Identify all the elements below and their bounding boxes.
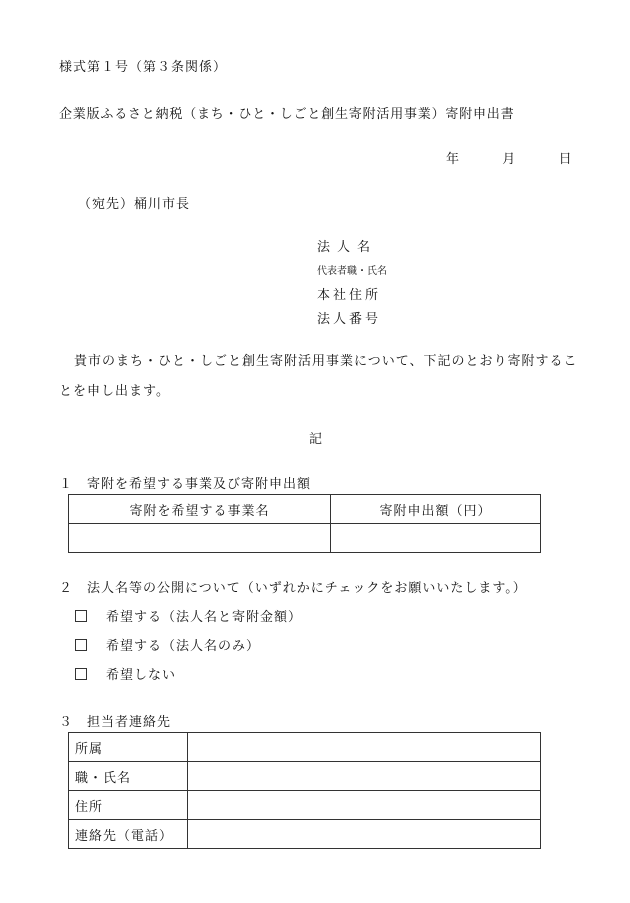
document-title: 企業版ふるさと納税（まち・ひと・しごと創生寄附活用事業）寄附申出書: [59, 107, 515, 122]
corp-number-label: 法人番号: [317, 312, 382, 327]
ki-heading: 記: [309, 432, 324, 447]
title-name-label: 職・氏名: [69, 762, 188, 791]
option-label: 希望する（法人名のみ）: [106, 639, 261, 654]
project-name-header: 寄附を希望する事業名: [69, 495, 331, 524]
section2-heading: ２ 法人名等の公開について（いずれかにチェックをお願いいたします。）: [59, 581, 527, 596]
option-label: 希望しない: [106, 668, 177, 683]
amount-cell[interactable]: [331, 524, 541, 553]
contact-table: [68, 732, 541, 849]
addressee: （宛先）桶川市長: [78, 197, 191, 212]
table-row: [69, 524, 541, 553]
table-row: [69, 791, 541, 820]
date-day: 日: [558, 152, 573, 167]
checkbox-icon[interactable]: [75, 610, 87, 622]
department-label: 所属: [69, 733, 188, 762]
table-row: [69, 762, 541, 791]
phone-cell[interactable]: [188, 820, 541, 849]
phone-label: 連絡先（電話）: [69, 820, 188, 849]
donation-table: [68, 494, 541, 553]
option-no-disclosure: [75, 664, 176, 683]
checkbox-icon[interactable]: [75, 668, 87, 680]
applicant-block: [317, 236, 387, 332]
corp-name-label: 法人名: [317, 240, 378, 255]
address-label: 本社住所: [317, 288, 382, 303]
date-line: [446, 148, 573, 167]
section3-heading: ３ 担当者連絡先: [59, 715, 172, 730]
amount-header: 寄附申出額（円）: [331, 495, 541, 524]
address-cell[interactable]: [188, 791, 541, 820]
date-month: 月: [502, 152, 517, 167]
table-row: [69, 733, 541, 762]
project-name-cell[interactable]: [69, 524, 331, 553]
title-name-cell[interactable]: [188, 762, 541, 791]
representative-label: 代表者職・氏名: [317, 266, 387, 277]
option-name-and-amount: [75, 606, 302, 625]
body-text: 貴市のまち・ひと・しごと創生寄附活用事業について、下記のとおり寄附することを申し出ます。: [59, 354, 578, 399]
option-name-only: [75, 635, 260, 654]
option-label: 希望する（法人名と寄附金額）: [106, 610, 303, 625]
department-cell[interactable]: [188, 733, 541, 762]
checkbox-icon[interactable]: [75, 639, 87, 651]
section1-heading: １ 寄附を希望する事業及び寄附申出額: [59, 477, 312, 492]
form-number: 様式第１号（第３条関係）: [59, 60, 228, 75]
table-header-row: [69, 495, 541, 524]
address-label: 住所: [69, 791, 188, 820]
table-row: [69, 820, 541, 849]
date-year: 年: [446, 152, 461, 167]
